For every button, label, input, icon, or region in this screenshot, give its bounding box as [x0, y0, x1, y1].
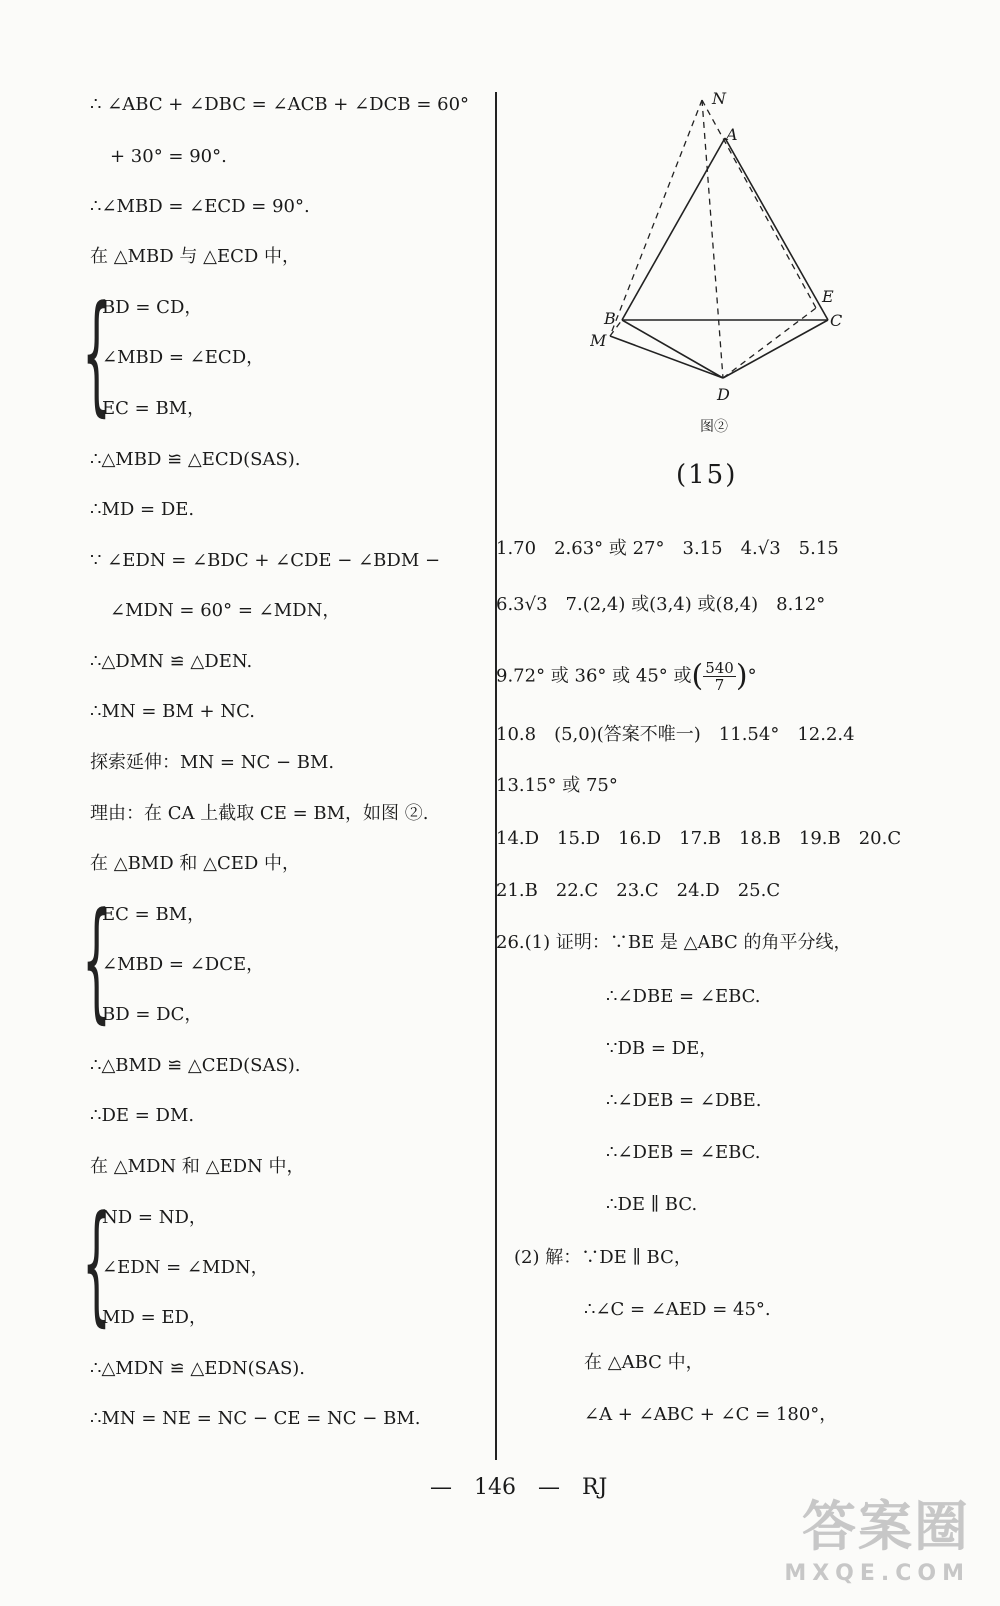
left-line-23: ND = ND， — [102, 1207, 207, 1228]
answer-9-text: 9.72° 或 36° 或 45° 或 — [496, 665, 692, 687]
label-B: B — [604, 309, 616, 328]
label-A: A — [726, 125, 738, 144]
right-line-8: 26.(1) 证明：∵BE 是 △ABC 的角平分线， — [496, 932, 852, 953]
right-line-17: ∠A + ∠ABC + ∠C = 180°， — [584, 1404, 838, 1425]
right-line-12: ∴∠DEB = ∠EBC. — [606, 1142, 761, 1163]
page-footer: — 146 — RJ — [430, 1475, 608, 1500]
left-line-19: BD = DC， — [102, 1004, 203, 1025]
left-line-10: ∵ ∠EDN = ∠BDC + ∠CDE − ∠BDM − — [90, 550, 441, 571]
right-line-4: 10.8 (5,0)(答案不唯一) 11.54° 12.2.4 — [496, 724, 855, 745]
label-D: D — [717, 385, 730, 404]
brace: { — [82, 884, 111, 1036]
label-N: N — [712, 89, 726, 108]
left-line-9: ∴MD = DE. — [90, 499, 195, 520]
right-line-3: 9.72° 或 36° 或 45° 或( $\frac{540}{7}$ )° — [496, 658, 757, 694]
right-line-11: ∴∠DEB = ∠DBE. — [606, 1090, 762, 1111]
left-line-26: ∴△MDN ≌ △EDN(SAS). — [90, 1358, 306, 1379]
left-line-16: 在 △BMD 和 △CED 中， — [90, 853, 301, 874]
left-line-18: ∠MBD = ∠DCE， — [102, 954, 265, 975]
label-M: M — [590, 331, 607, 350]
right-line-15: ∴∠C = ∠AED = 45°. — [584, 1299, 771, 1320]
left-line-8: ∴△MBD ≌ △ECD(SAS). — [90, 449, 301, 470]
right-line-6: 14.D 15.D 16.D 17.B 18.B 19.B 20.C — [496, 828, 902, 849]
right-line-2: 6.3√3 7.(2,4) 或(3,4) 或(8,4) 8.12° — [496, 594, 826, 615]
left-line-21: ∴DE = DM. — [90, 1105, 195, 1126]
left-line-27: ∴MN = NE = NC − CE = NC − BM. — [90, 1408, 421, 1429]
left-line-11: ∠MDN = 60° = ∠MDN， — [110, 600, 341, 621]
left-line-5: BD = CD， — [102, 297, 203, 318]
left-line-2: + 30° = 90°. — [110, 146, 227, 167]
left-line-14: 探索延伸：MN = NC − BM. — [90, 752, 335, 773]
left-line-25: MD = ED， — [102, 1307, 207, 1328]
right-line-7: 21.B 22.C 23.C 24.D 25.C — [496, 880, 781, 901]
left-line-4: 在 △MBD 与 △ECD 中， — [90, 246, 301, 267]
left-line-20: ∴△BMD ≌ △CED(SAS). — [90, 1055, 301, 1076]
figure-caption: 图② — [700, 419, 728, 435]
left-line-22: 在 △MDN 和 △EDN 中， — [90, 1156, 305, 1177]
right-line-1: 1.70 2.63° 或 27° 3.15 4.√3 5.15 — [496, 538, 839, 559]
right-line-5: 13.15° 或 75° — [496, 775, 618, 796]
left-line-6: ∠MBD = ∠ECD， — [102, 347, 265, 368]
left-line-24: ∠EDN = ∠MDN， — [102, 1257, 269, 1278]
right-line-10: ∵DB = DE， — [606, 1038, 718, 1059]
label-C: C — [830, 311, 843, 330]
section-title: (15) — [676, 460, 738, 490]
watermark: 答案圈 MXQE.COM — [784, 1495, 970, 1586]
left-line-7: EC = BM， — [102, 398, 206, 419]
brace: { — [82, 277, 111, 429]
right-line-13: ∴DE ∥ BC. — [606, 1194, 698, 1215]
right-line-14: (2) 解：∵DE ∥ BC， — [514, 1247, 692, 1268]
left-line-15: 理由：在 CA 上截取 CE = BM，如图 ②. — [90, 803, 429, 824]
right-line-9: ∴∠DBE = ∠EBC. — [606, 986, 761, 1007]
left-line-13: ∴MN = BM + NC. — [90, 701, 255, 722]
left-line-3: ∴∠MBD = ∠ECD = 90°. — [90, 196, 310, 217]
left-line-17: EC = BM， — [102, 904, 206, 925]
fraction: $\frac{540}{7}$ — [705, 659, 734, 694]
left-line-1: ∴ ∠ABC + ∠DBC = ∠ACB + ∠DCB = 60° — [90, 94, 470, 115]
brace: { — [82, 1187, 111, 1339]
geometry-figure — [590, 88, 860, 408]
right-line-16: 在 △ABC 中， — [584, 1352, 704, 1373]
label-E: E — [822, 287, 834, 306]
left-line-12: ∴△DMN ≌ △DEN. — [90, 651, 253, 672]
